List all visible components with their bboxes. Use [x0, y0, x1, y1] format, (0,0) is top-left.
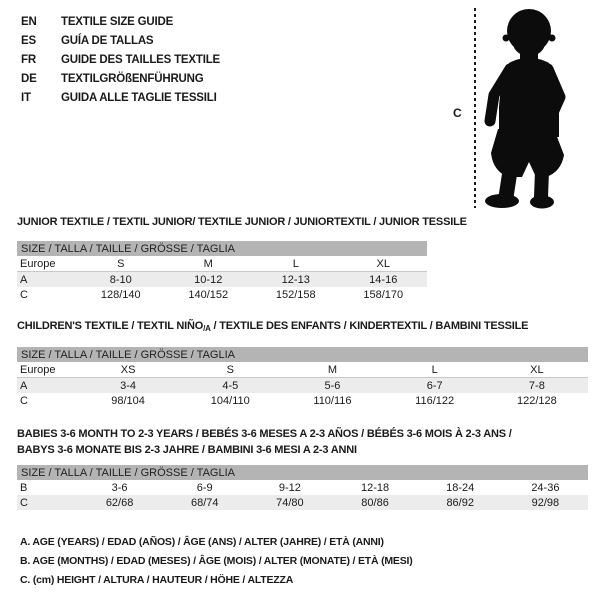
cell: 68/74 [162, 495, 247, 510]
cell: 10-12 [165, 272, 253, 288]
cell: L [252, 256, 340, 272]
cell: 3-6 [111, 481, 128, 494]
baby-silhouette-icon [482, 5, 570, 210]
height-measure-dashed-line [474, 8, 476, 208]
cell: 5-6 [281, 378, 383, 394]
cell: 3-4 [77, 378, 179, 394]
row-label: C [17, 495, 77, 510]
language-title: TEXTILE SIZE GUIDE [61, 16, 174, 28]
cell: 6-7 [384, 378, 486, 394]
cell: 98/104 [111, 394, 145, 407]
table-row-a [17, 272, 427, 288]
cell: 140/152 [188, 288, 229, 301]
cell: 122/128 [516, 394, 557, 407]
language-code: IT [21, 92, 31, 104]
row-label: Europe [17, 362, 77, 378]
size-header-bar: SIZE / TALLA / TAILLE / GRÖSSE / TAGLIA [17, 465, 588, 480]
table-row-c [17, 393, 588, 408]
table-row-c [17, 287, 427, 302]
size-header-row [17, 241, 427, 256]
cell: 12-18 [360, 481, 390, 494]
cell: 14-16 [340, 272, 428, 288]
cell: 6-9 [196, 481, 213, 494]
language-row-en [21, 13, 220, 32]
language-title: TEXTILGRÖßENFÜHRUNG [61, 73, 204, 85]
cell: 9-12 [278, 481, 301, 494]
title-part: CHILDREN'S TEXTILE / TEXTIL NIÑO [17, 320, 204, 332]
size-header-row [17, 347, 588, 362]
table-row-c [17, 495, 588, 510]
table-row-b [17, 480, 588, 495]
language-title: GUIDE DES TAILLES TEXTILE [61, 54, 220, 66]
cell: 128/140 [100, 288, 141, 301]
cell: 92/98 [503, 495, 588, 510]
title-line-1: BABIES 3-6 MONTH TO 2-3 YEARS / BEBÉS 3-6 MESES A 2-3 AÑOS / BÉBÉS 3-6 MOIS À 2-3 ANS / [17, 428, 512, 440]
babies-size-table [17, 465, 588, 510]
row-label: C [20, 288, 28, 301]
row-label: A [17, 272, 77, 288]
cell: XS [77, 362, 179, 378]
babies-textile-section [17, 426, 588, 510]
row-label: Europe [17, 256, 77, 272]
junior-textile-section [17, 216, 467, 302]
size-header-bar: SIZE / TALLA / TAILLE / GRÖSSE / TAGLIA [17, 347, 588, 362]
language-title: GUIDA ALLE TAGLIE TESSILI [61, 92, 217, 104]
title-subscript: /A [203, 324, 211, 333]
footnote-b: B. AGE (MONTHS) / EDAD (MESES) / ÂGE (MOIS) / ALTER (MONATE) / ETÀ (MESI) [20, 555, 413, 567]
cell: 152/158 [275, 288, 316, 301]
language-row-it [21, 89, 220, 108]
language-code: ES [21, 35, 36, 47]
cell: 86/92 [418, 495, 503, 510]
row-label: B [20, 481, 28, 494]
cell: 18-24 [446, 481, 475, 494]
row-label: A [17, 378, 77, 394]
size-header-bar: SIZE / TALLA / TAILLE / GRÖSSE / TAGLIA [17, 241, 427, 256]
cell: M [165, 256, 253, 272]
junior-size-table [17, 241, 427, 302]
cell: 4-5 [179, 378, 281, 394]
footnote-a: A. AGE (YEARS) / EDAD (AÑOS) / ÂGE (ANS) / ALTER (JAHRE) / ETÀ (ANNI) [20, 536, 384, 548]
height-measure-label: C [453, 106, 462, 120]
childrens-table-title [17, 320, 588, 335]
cell: S [179, 362, 281, 378]
cell: 116/122 [415, 394, 455, 407]
language-row-de [21, 70, 220, 89]
cell: 80/86 [332, 495, 417, 510]
title-line-2: BABYS 3-6 MONATE BIS 2-3 JAHRE / BAMBINI 3-6 MESI A 2-3 ANNI [17, 444, 357, 456]
cell: XL [486, 362, 588, 378]
table-row-europe [17, 256, 427, 272]
row-label: C [20, 394, 28, 407]
cell: 158/170 [363, 288, 404, 301]
cell: 74/80 [247, 495, 332, 510]
language-code: EN [21, 16, 37, 28]
cell: S [77, 256, 165, 272]
language-row-fr [21, 51, 220, 70]
cell: M [281, 362, 383, 378]
language-code: DE [21, 73, 37, 85]
cell: XL [340, 256, 428, 272]
cell: 104/110 [210, 394, 250, 407]
language-code: FR [21, 54, 36, 66]
table-row-a [17, 378, 588, 394]
language-title: GUÍA DE TALLAS [61, 35, 154, 47]
title-part: / TEXTILE DES ENFANTS / KINDERTEXTIL / BAMBINI TESSILE [210, 320, 529, 332]
language-row-es [21, 32, 220, 51]
junior-table-title: JUNIOR TEXTILE / TEXTIL JUNIOR/ TEXTILE JUNIOR / JUNIORTEXTIL / JUNIOR TESSILE [17, 216, 467, 228]
cell: 62/68 [77, 495, 162, 510]
cell: 12-13 [252, 272, 340, 288]
language-title-list [21, 13, 220, 108]
footnote-c: C. (cm) HEIGHT / ALTURA / HAUTEUR / HÖHE / ALTEZZA [20, 574, 294, 586]
childrens-size-table [17, 347, 588, 408]
cell: 24-36 [531, 481, 560, 494]
cell: 110/116 [313, 394, 352, 407]
footnotes-block [20, 533, 413, 590]
babies-table-title [17, 426, 588, 458]
cell: L [384, 362, 486, 378]
cell: 8-10 [77, 272, 165, 288]
childrens-textile-section [17, 320, 588, 408]
size-header-row [17, 465, 588, 480]
cell: 7-8 [486, 378, 588, 394]
table-row-europe [17, 362, 588, 378]
